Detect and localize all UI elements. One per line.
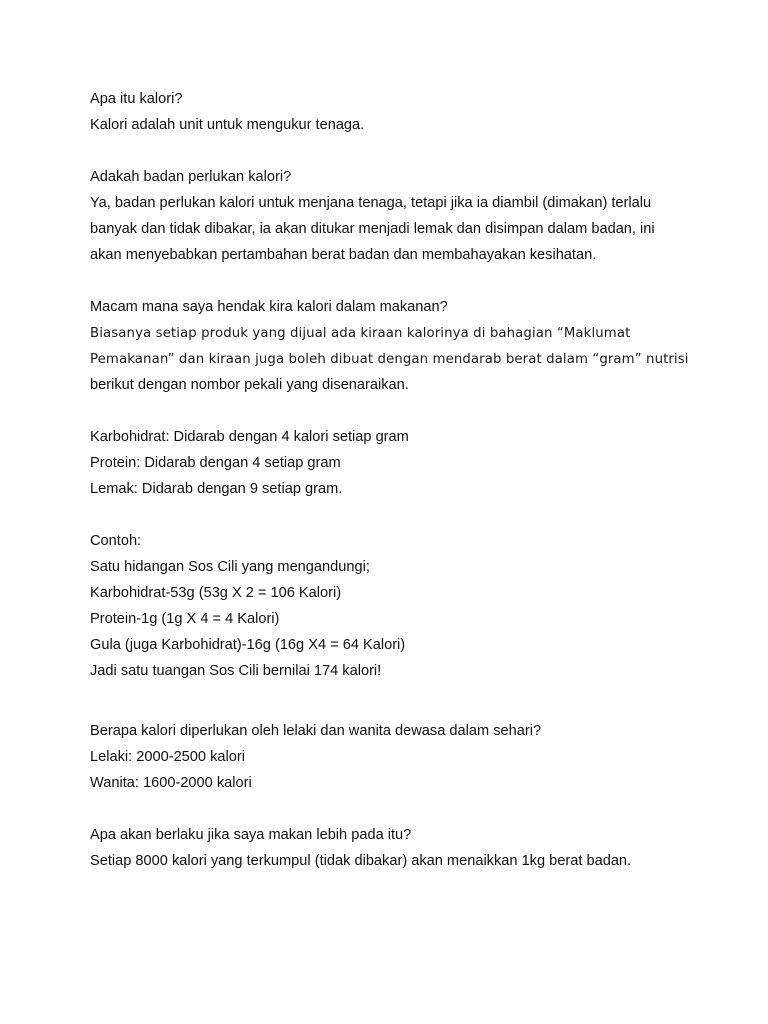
- answer-line: akan menyebabkan pertambahan berat badan dan membahayakan kesihatan.: [90, 247, 597, 263]
- example-line: Karbohidrat-53g (53g X 2 = 106 Kalori): [90, 585, 342, 601]
- question-line: Apa akan berlaku jika saya makan lebih pada itu?: [90, 827, 412, 843]
- answer-line: Pemakanan” dan kiraan juga boleh dibuat dengan mendarab berat dalam “gram” nutrisi: [90, 352, 689, 367]
- example-heading: Contoh:: [90, 533, 142, 549]
- section-example: [90, 531, 730, 687]
- section-how-to-count: [90, 297, 730, 401]
- multiplier-line: Karbohidrat: Didarab dengan 4 kalori setiap gram: [90, 429, 409, 445]
- question-line: Apa itu kalori?: [90, 91, 183, 107]
- example-line: Gula (juga Karbohidrat)-16g (16g X4 = 64 Kalori): [90, 637, 406, 653]
- question-line: Berapa kalori diperlukan oleh lelaki dan wanita dewasa dalam sehari?: [90, 723, 542, 739]
- section-body-needs-calorie: [90, 167, 730, 271]
- example-line: Protein-1g (1g X 4 = 4 Kalori): [90, 611, 280, 627]
- answer-line: Setiap 8000 kalori yang terkumpul (tidak dibakar) akan menaikkan 1kg berat badan.: [90, 853, 632, 869]
- answer-line: Lelaki: 2000-2500 kalori: [90, 749, 245, 765]
- multiplier-line: Lemak: Didarab dengan 9 setiap gram.: [90, 481, 343, 497]
- answer-line: berikut dengan nombor pekali yang disenaraikan.: [90, 377, 409, 393]
- section-excess: [90, 825, 730, 877]
- answer-line: Biasanya setiap produk yang dijual ada kiraan kalorinya di bahagian “Maklumat: [90, 326, 631, 341]
- answer-line: Ya, badan perlukan kalori untuk menjana tenaga, tetapi jika ia diambil (dimakan) terlalu: [90, 195, 652, 211]
- answer-line: Kalori adalah unit untuk mengukur tenaga.: [90, 117, 365, 133]
- example-line: Satu hidangan Sos Cili yang mengandungi;: [90, 559, 370, 575]
- section-what-is-calorie: [90, 89, 730, 141]
- answer-line: banyak dan tidak dibakar, ia akan ditukar menjadi lemak dan disimpan dalam badan, ini: [90, 221, 655, 237]
- question-line: Macam mana saya hendak kira kalori dalam makanan?: [90, 299, 448, 315]
- multiplier-line: Protein: Didarab dengan 4 setiap gram: [90, 455, 341, 471]
- document-body: [90, 89, 730, 903]
- answer-line: Wanita: 1600-2000 kalori: [90, 775, 252, 791]
- section-daily-needs: [90, 721, 730, 799]
- section-multipliers: [90, 427, 730, 505]
- question-line: Adakah badan perlukan kalori?: [90, 169, 292, 185]
- example-line: Jadi satu tuangan Sos Cili bernilai 174 kalori!: [90, 663, 382, 679]
